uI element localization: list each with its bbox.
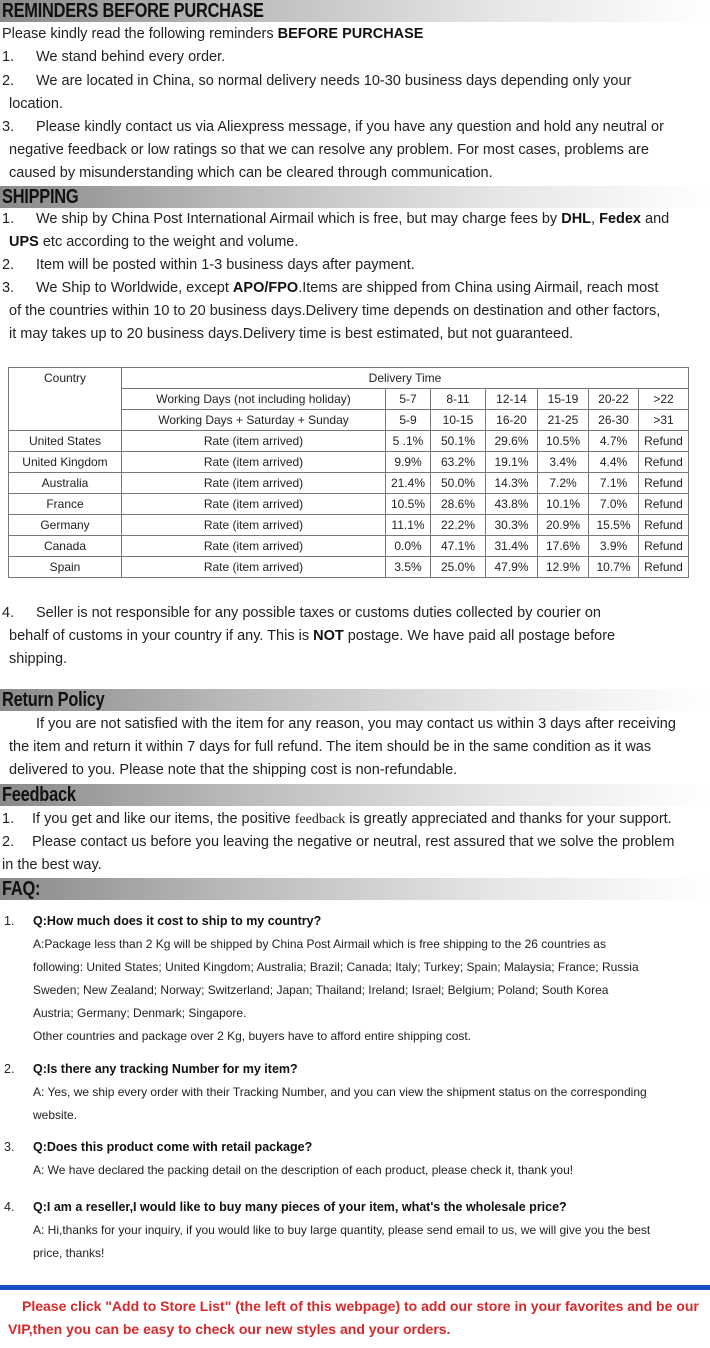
return-policy-title: Return Policy <box>2 689 105 711</box>
table-cell: 20-22 <box>589 389 639 410</box>
faq-question-3: Q:Does this product come with retail package? <box>33 1140 313 1154</box>
rate-label-cell: Rate (item arrived) <box>122 473 386 494</box>
country-cell: France <box>9 494 122 515</box>
table-cell: 50.1% <box>431 431 486 452</box>
table-cell: 29.6% <box>486 431 538 452</box>
faq-title: FAQ: <box>2 878 41 900</box>
table-cell: 19.1% <box>486 452 538 473</box>
table-cell: 63.2% <box>431 452 486 473</box>
table-cell: 10-15 <box>431 410 486 431</box>
rate-label-cell: Rate (item arrived) <box>122 452 386 473</box>
table-cell: 10.7% <box>589 557 639 578</box>
table-cell: 15.5% <box>589 515 639 536</box>
shipping-item-3: We Ship to Worldwide, except APO/FPO.Items are shipped from China using Airmail, reach most <box>36 280 659 296</box>
table-cell: 10.5% <box>538 431 589 452</box>
shipping-item-num-4: 4. <box>2 605 15 621</box>
table-row <box>9 515 689 536</box>
reminders-item-2: We are located in China, so normal delivery needs 10-30 business days depending only your <box>36 73 632 89</box>
table-cell: 50.0% <box>431 473 486 494</box>
table-header-row <box>9 368 689 389</box>
shipping-item-2: Item will be posted within 1-3 business days after payment. <box>36 257 415 273</box>
reminders-item-3: Please kindly contact us via Aliexpress message, if you have any question and hold any neutral or <box>36 119 664 135</box>
blue-divider <box>0 1285 710 1290</box>
weekend-days-label: Working Days + Saturday + Sunday <box>122 410 386 431</box>
table-cell: 25.0% <box>431 557 486 578</box>
shipping-item-1: We ship by China Post International Airmail which is free, but may charge fees by DHL, Fedex and <box>36 211 670 227</box>
table-cell: >22 <box>639 389 689 410</box>
country-header: Country <box>9 368 122 431</box>
faq-num: 3. <box>4 1140 15 1154</box>
faq-answer-2: A: Yes, we ship every order with their Tracking Number, and you can view the shipment status on the corresponding <box>33 1085 647 1099</box>
shipping-item-4-cont: shipping. <box>9 651 68 667</box>
table-cell: 10.5% <box>386 494 431 515</box>
return-policy-header <box>0 689 710 711</box>
faq-question-4: Q:I am a reseller,I would like to buy many pieces of your item, what's the wholesale price? <box>33 1200 567 1214</box>
table-cell: 30.3% <box>486 515 538 536</box>
delivery-time-header: Delivery Time <box>122 368 689 389</box>
table-cell: 9.9% <box>386 452 431 473</box>
shipping-item-num-2: 2. <box>2 257 15 273</box>
country-cell: United Kingdom <box>9 452 122 473</box>
table-cell: 43.8% <box>486 494 538 515</box>
reminders-item-3-cont: negative feedback or low ratings so that we can resolve any problem. For most cases, problems are <box>9 142 649 158</box>
table-cell: 4.7% <box>589 431 639 452</box>
table-cell: 8-11 <box>431 389 486 410</box>
table-row <box>9 452 689 473</box>
faq-question-1: Q:How much does it cost to ship to my country? <box>33 914 322 928</box>
table-cell: Refund <box>639 473 689 494</box>
rate-label-cell: Rate (item arrived) <box>122 557 386 578</box>
feedback-title: Feedback <box>2 784 76 806</box>
table-cell: 7.2% <box>538 473 589 494</box>
table-cell: 26-30 <box>589 410 639 431</box>
table-cell: 21-25 <box>538 410 589 431</box>
faq-answer-4: A: Hi,thanks for your inquiry, if you would like to buy large quantity, please send email to us, we will give you the best <box>33 1223 651 1237</box>
feedback-item-2: Please contact us before you leaving the negative or neutral, rest assured that we solve the problem <box>32 834 675 850</box>
country-cell: Canada <box>9 536 122 557</box>
faq-answer-1: following: United States; United Kingdom; Australia; Brazil; Canada; Italy; Turkey; Spain; Malaysia; France; Russia <box>33 960 639 974</box>
shipping-item-3-cont: it may takes up to 20 business days.Delivery time is best estimated, but not guaranteed. <box>9 326 574 342</box>
table-cell: 3.9% <box>589 536 639 557</box>
faq-num: 4. <box>4 1200 15 1214</box>
reminders-item-num-1: 1. <box>2 49 15 65</box>
faq-answer-1: Sweden; New Zealand; Norway; Switzerland; Japan; Thailand; Ireland; Israel; Belgium; Poland; South Korea <box>33 983 609 997</box>
table-cell: 5-9 <box>386 410 431 431</box>
faq-answer-2: website. <box>33 1108 78 1122</box>
table-cell: 15-19 <box>538 389 589 410</box>
reminders-item-num-3: 3. <box>2 119 15 135</box>
rate-label-cell: Rate (item arrived) <box>122 515 386 536</box>
rate-label-cell: Rate (item arrived) <box>122 494 386 515</box>
table-cell: 3.5% <box>386 557 431 578</box>
table-cell: 5-7 <box>386 389 431 410</box>
return-policy-text: If you are not satisfied with the item for any reason, you may contact us within 3 days after receiving <box>36 716 676 732</box>
store-list-notice <box>0 1295 710 1341</box>
shipping-title: SHIPPING <box>2 186 79 208</box>
table-cell: Refund <box>639 536 689 557</box>
shipping-item-4: Seller is not responsible for any possible taxes or customs duties collected by courier on <box>36 605 601 621</box>
table-row <box>9 494 689 515</box>
feedback-item-num-2: 2. <box>2 834 15 850</box>
table-cell: Refund <box>639 452 689 473</box>
table-cell: Refund <box>639 431 689 452</box>
table-cell: 7.1% <box>589 473 639 494</box>
faq-answer-1: Other countries and package over 2 Kg, buyers have to afford entire shipping cost. <box>33 1029 472 1043</box>
reminders-item-1: We stand behind every order. <box>36 49 226 65</box>
table-cell: 21.4% <box>386 473 431 494</box>
table-row <box>9 431 689 452</box>
faq-header <box>0 878 710 900</box>
table-cell: 47.1% <box>431 536 486 557</box>
table-cell: Refund <box>639 515 689 536</box>
shipping-item-num-3: 3. <box>2 280 15 296</box>
rate-label-cell: Rate (item arrived) <box>122 431 386 452</box>
faq-num: 2. <box>4 1062 15 1076</box>
shipping-item-3-cont: of the countries within 10 to 20 business days.Delivery time depends on destination and other factors, <box>9 303 661 319</box>
table-cell: 20.9% <box>538 515 589 536</box>
feedback-header <box>0 784 710 806</box>
feedback-item-2-cont: in the best way. <box>2 857 102 873</box>
table-row <box>9 473 689 494</box>
shipping-item-1-cont: UPS etc according to the weight and volume. <box>9 234 299 250</box>
country-cell: Germany <box>9 515 122 536</box>
table-cell: 22.2% <box>431 515 486 536</box>
table-cell: 12.9% <box>538 557 589 578</box>
table-cell: Refund <box>639 557 689 578</box>
table-cell: 11.1% <box>386 515 431 536</box>
faq-num: 1. <box>4 914 15 928</box>
return-policy-text: the item and return it within 7 days for full refund. The item should be in the same condition as it was <box>9 739 652 755</box>
return-policy-text: delivered to you. Please note that the shipping cost is non-refundable. <box>9 762 458 778</box>
feedback-item-1: If you get and like our items, the positive feedback is greatly appreciated and thanks for your support. <box>32 811 672 827</box>
table-cell: >31 <box>639 410 689 431</box>
shipping-item-4-cont: behalf of customs in your country if any. This is NOT postage. We have paid all postage before <box>9 628 616 644</box>
reminders-item-2-cont: location. <box>9 96 64 112</box>
table-cell: 12-14 <box>486 389 538 410</box>
table-cell: 47.9% <box>486 557 538 578</box>
country-cell: Spain <box>9 557 122 578</box>
working-days-label: Working Days (not including holiday) <box>122 389 386 410</box>
reminders-header <box>0 0 710 22</box>
table-cell: Refund <box>639 494 689 515</box>
table-cell: 31.4% <box>486 536 538 557</box>
rate-label-cell: Rate (item arrived) <box>122 536 386 557</box>
notice-line-1: Please click "Add to Store List" (the left of this webpage) to add our store in your favorites and be our <box>22 1298 699 1314</box>
country-cell: United States <box>9 431 122 452</box>
table-cell: 28.6% <box>431 494 486 515</box>
table-cell: 17.6% <box>538 536 589 557</box>
shipping-item-num-1: 1. <box>2 211 15 227</box>
table-row <box>9 536 689 557</box>
notice-line-2: VIP,then you can be easy to check our new styles and your orders. <box>8 1321 451 1337</box>
faq-question-2: Q:Is there any tracking Number for my item? <box>33 1062 298 1076</box>
table-cell: 3.4% <box>538 452 589 473</box>
faq-answer-1: A:Package less than 2 Kg will be shipped by China Post Airmail which is free shipping to the 26 countries as <box>33 937 606 951</box>
table-cell: 16-20 <box>486 410 538 431</box>
reminders-item-3-cont: caused by misunderstanding which can be cleared through communication. <box>9 165 493 181</box>
table-cell: 5 .1% <box>386 431 431 452</box>
reminders-item-num-2: 2. <box>2 73 15 89</box>
table-cell: 14.3% <box>486 473 538 494</box>
faq-answer-3: A: We have declared the packing detail on the description of each product, please check it, thank you! <box>33 1163 574 1177</box>
table-row <box>9 557 689 578</box>
faq-answer-4: price, thanks! <box>33 1246 105 1260</box>
country-cell: Australia <box>9 473 122 494</box>
faq-answer-1: Austria; Germany; Denmark; Singapore. <box>33 1006 247 1020</box>
delivery-time-table <box>8 367 689 578</box>
reminders-intro: Please kindly read the following reminders BEFORE PURCHASE <box>2 26 424 42</box>
shipping-header <box>0 186 710 208</box>
table-cell: 0.0% <box>386 536 431 557</box>
table-cell: 7.0% <box>589 494 639 515</box>
table-cell: 4.4% <box>589 452 639 473</box>
table-cell: 10.1% <box>538 494 589 515</box>
feedback-item-num-1: 1. <box>2 811 15 827</box>
reminders-title: REMINDERS BEFORE PURCHASE <box>2 0 264 22</box>
